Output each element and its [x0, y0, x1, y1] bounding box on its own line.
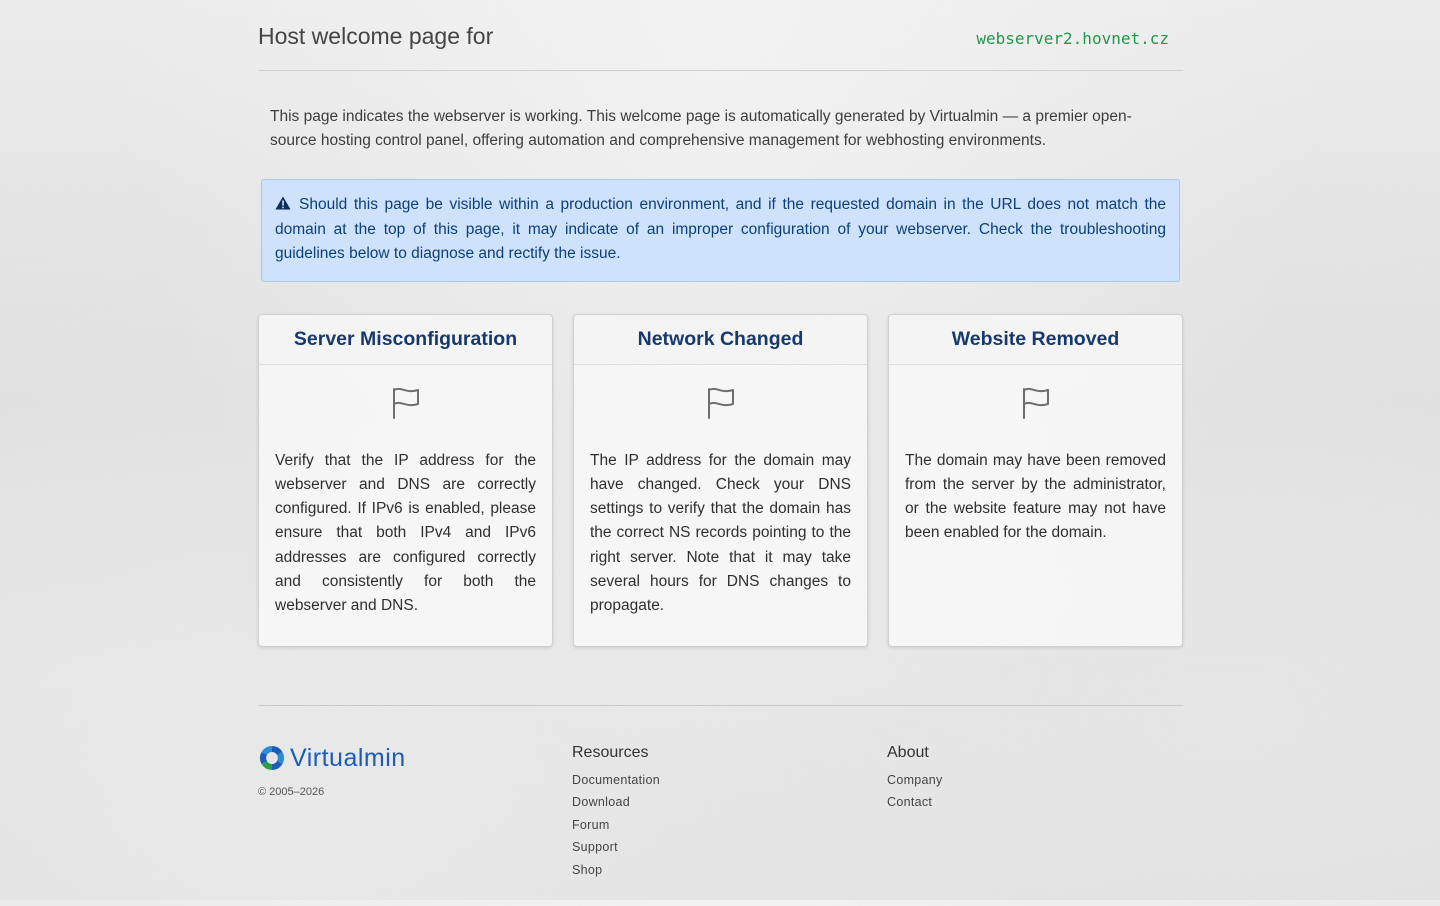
intro-text: This page indicates the webserver is working. This welcome page is automatically generated by Virtualmin — a premier open-source hosting control panel, offering automation and comprehensive management for webhosting environments. [270, 108, 1132, 149]
link-documentation[interactable]: Documentation [572, 772, 660, 787]
link-forum[interactable]: Forum [572, 817, 610, 832]
hostname-label: webserver2.hovnet.cz [976, 29, 1169, 48]
card-text: Verify that the IP address for the webserver and DNS are correctly configured. If IPv6 is enabled, please ensure that both IPv4 and IPv6 addresses are configured correctly and consistently for both the webserver and DNS. [275, 451, 536, 615]
card-title: Website Removed [889, 315, 1182, 365]
resources-column [572, 744, 660, 882]
virtualmin-logo[interactable] [258, 744, 406, 773]
resources-heading: Resources [572, 743, 649, 761]
warning-icon [275, 196, 291, 210]
warning-alert [261, 179, 1180, 282]
page-container [258, 0, 1183, 906]
card-website-removed [888, 314, 1183, 647]
troubleshooting-cards [258, 314, 1183, 647]
link-company[interactable]: Company [887, 772, 943, 787]
card-text: The domain may have been removed from the server by the administrator, or the website feature may not have been enabled for the domain. [905, 451, 1166, 542]
card-network-changed [573, 314, 868, 647]
about-column [887, 744, 943, 814]
copyright-text: © 2005–2026 [258, 785, 325, 798]
flag-icon [1022, 387, 1050, 419]
flag-icon [392, 387, 420, 419]
page-footer [258, 705, 1183, 906]
about-heading: About [887, 743, 929, 761]
flag-icon [707, 387, 735, 419]
page-title: Host welcome page for [258, 23, 494, 49]
link-shop[interactable]: Shop [572, 862, 603, 877]
card-title: Server Misconfiguration [259, 315, 552, 365]
card-text: The IP address for the domain may have changed. Check your DNS settings to verify that the domain has the correct NS records pointing to the right server. Note that it may take several hours for DNS changes to propagate. [590, 451, 851, 615]
virtualmin-logo-icon [258, 744, 286, 772]
brand-name: Virtualmin [290, 743, 406, 772]
page-header [258, 0, 1183, 71]
card-server-misconfiguration [258, 314, 553, 647]
link-download[interactable]: Download [572, 795, 630, 810]
alert-text: Should this page be visible within a production environment, and if the requested domain in the URL does not match the domain at the top of this page, it may indicate of an improper configuration of your webserver. Check the troubleshooting guidelines below to diagnose and rectify the issue. [275, 196, 1166, 262]
link-support[interactable]: Support [572, 840, 618, 855]
card-title: Network Changed [574, 315, 867, 365]
link-contact[interactable]: Contact [887, 795, 933, 810]
